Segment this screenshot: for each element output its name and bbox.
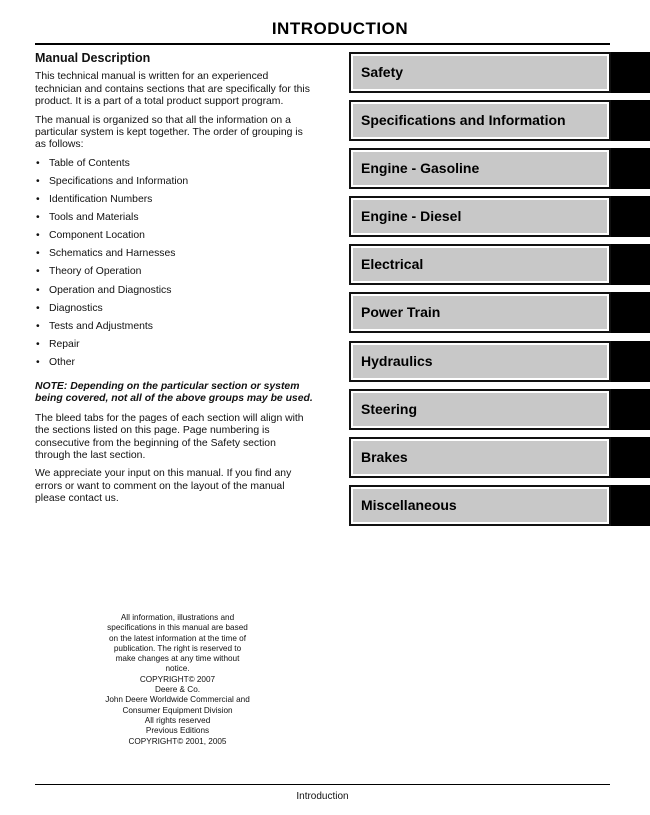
copyright-line: John Deere Worldwide Commercial and bbox=[105, 695, 250, 705]
page-title: INTRODUCTION bbox=[271, 19, 409, 38]
tab-label: Engine - Diesel bbox=[361, 208, 462, 225]
tab-label: Hydraulics bbox=[361, 352, 433, 369]
section-tabs bbox=[349, 52, 650, 533]
section-tab-engine-diesel[interactable] bbox=[349, 196, 650, 237]
section-tab-specifications[interactable] bbox=[349, 100, 650, 141]
note-text: NOTE: Depending on the particular section or system being covered, not all of the above groups may be used. bbox=[35, 380, 313, 405]
footer-rule bbox=[35, 784, 610, 785]
section-heading: Manual Description bbox=[35, 51, 151, 65]
list-item: • Other bbox=[35, 357, 313, 375]
title-rule bbox=[35, 43, 610, 45]
bleed-tab bbox=[611, 485, 650, 526]
feedback-paragraph: We appreciate your input on this manual. If you find any errors or want to comment on the layout of the manual please contact us. bbox=[35, 468, 292, 505]
list-item: • Component Location bbox=[35, 230, 313, 248]
copyright-line: All information, illustrations and bbox=[120, 613, 235, 622]
section-tab-electrical[interactable] bbox=[349, 244, 650, 285]
tab-label: Steering bbox=[361, 400, 418, 417]
tab-label: Specifications and Information bbox=[361, 112, 566, 129]
section-tab-power-train[interactable] bbox=[349, 292, 650, 333]
copyright-line: All rights reserved bbox=[144, 715, 211, 725]
list-item: • Schematics and Harnesses bbox=[35, 248, 313, 266]
bleed-tab bbox=[611, 100, 650, 141]
section-tab-safety[interactable] bbox=[349, 52, 650, 93]
list-item: • Identification Numbers bbox=[35, 194, 313, 212]
tab-label: Power Train bbox=[361, 304, 441, 321]
organization-paragraph: The manual is organized so that all the information on a particular system is kept together. The order of grouping is as follows: bbox=[35, 114, 303, 151]
bleed-tab bbox=[611, 52, 650, 93]
bleed-tab bbox=[611, 292, 650, 333]
list-item: • Repair bbox=[35, 339, 313, 357]
bleed-tab bbox=[611, 148, 650, 189]
list-item: • Theory of Operation bbox=[35, 266, 313, 284]
tab-label: Miscellaneous bbox=[361, 496, 457, 513]
bleed-tab bbox=[611, 244, 650, 285]
copyright-notice bbox=[95, 613, 260, 747]
tab-label: Safety bbox=[361, 64, 404, 80]
copyright-line: COPYRIGHT© 2007 bbox=[139, 674, 216, 684]
footer-section-name: Introduction bbox=[296, 791, 349, 802]
copyright-line: notice. bbox=[165, 664, 190, 674]
intro-paragraph: This technical manual is written for an experienced technician and contains sections that are specifically for this product. It is a part of a total product support program. bbox=[35, 71, 310, 108]
section-tab-steering[interactable] bbox=[349, 389, 650, 430]
list-item: • Tests and Adjustments bbox=[35, 321, 313, 339]
copyright-line: on the latest information at the time of bbox=[109, 633, 246, 643]
bleed-tab bbox=[611, 196, 650, 237]
list-item: • Table of Contents bbox=[35, 158, 313, 176]
list-item: • Tools and Materials bbox=[35, 212, 313, 230]
bleed-tab bbox=[611, 437, 650, 478]
copyright-line: specifications in this manual are based bbox=[107, 623, 248, 633]
list-item: • Operation and Diagnostics bbox=[35, 285, 313, 303]
copyright-line: Consumer Equipment Division bbox=[122, 705, 233, 715]
tab-label: Engine - Gasoline bbox=[361, 160, 480, 177]
list-item: • Specifications and Information bbox=[35, 176, 313, 194]
section-tab-hydraulics[interactable] bbox=[349, 341, 650, 382]
group-list bbox=[35, 158, 313, 375]
bleed-tabs-paragraph: The bleed tabs for the pages of each section will align with the sections listed on this page. Page numbering is consecutive from the beginning of the Safety section through the last section. bbox=[35, 412, 304, 461]
bleed-tab bbox=[611, 389, 650, 430]
section-tab-engine-gasoline[interactable] bbox=[349, 148, 650, 189]
copyright-line: make changes at any time without bbox=[115, 654, 240, 664]
copyright-line: COPYRIGHT© 2001, 2005 bbox=[128, 736, 227, 746]
tab-label: Brakes bbox=[361, 448, 408, 465]
list-item: • Diagnostics bbox=[35, 303, 313, 321]
copyright-line: publication. The right is reserved to bbox=[113, 643, 242, 653]
manual-description bbox=[35, 52, 313, 512]
copyright-line: Deere & Co. bbox=[154, 685, 201, 695]
section-tab-miscellaneous[interactable] bbox=[349, 485, 650, 526]
tab-label: Electrical bbox=[361, 256, 424, 273]
bleed-tab bbox=[611, 341, 650, 382]
copyright-line: Previous Editions bbox=[145, 726, 210, 736]
section-tab-brakes[interactable] bbox=[349, 437, 650, 478]
